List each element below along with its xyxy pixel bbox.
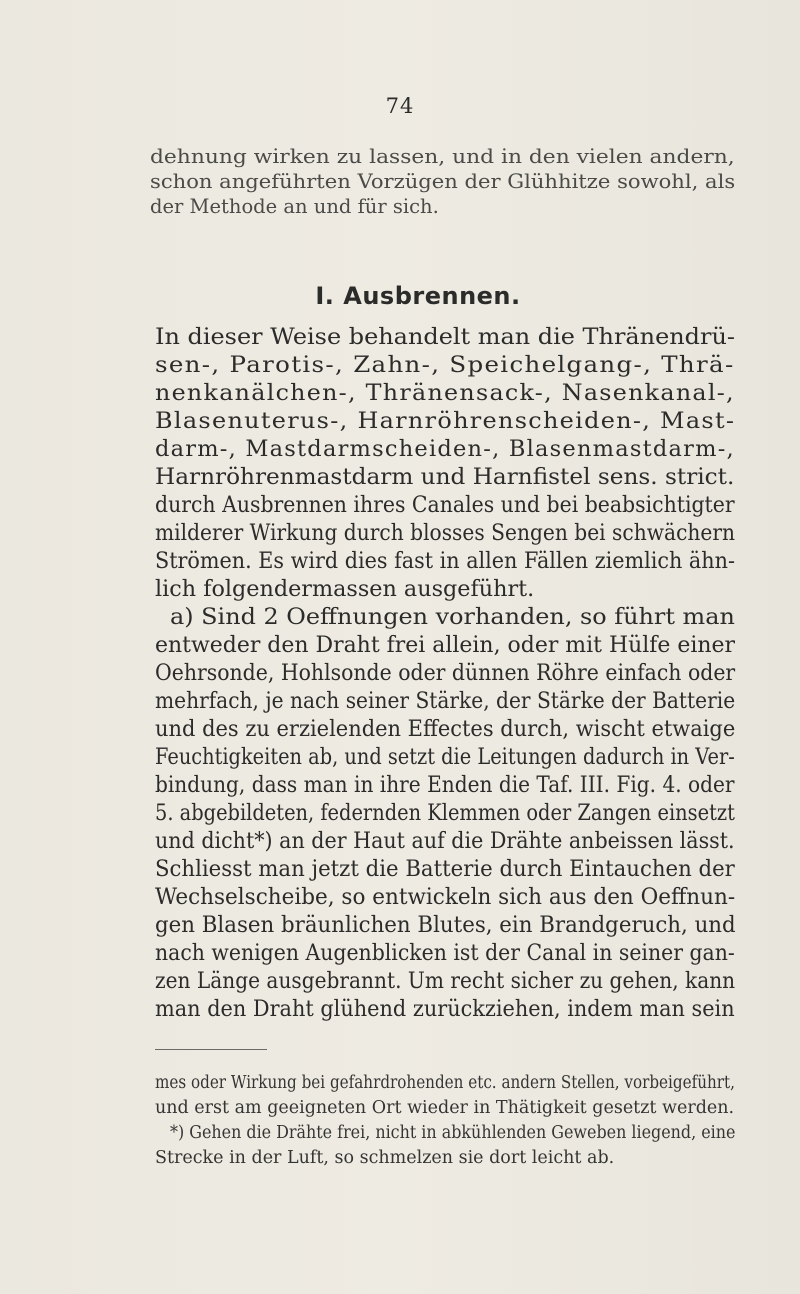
body-line: Harnröhrenmastdarm und Harnfistel sens. strict.	[155, 464, 735, 490]
body-line: In dieser Weise behandelt man die Thränendrü-	[155, 324, 735, 350]
body-line: milderer Wirkung durch blosses Sengen bei schwächern	[155, 520, 736, 546]
page-number: 74	[385, 94, 415, 118]
body-line: 5. abgebildeten, federnden Klemmen oder Zangen einsetzt	[155, 800, 735, 826]
body-line: mehrfach, je nach seiner Stärke, der Stärke der Batterie	[155, 688, 736, 714]
footnote-line: mes oder Wirkung bei gefahrdrohenden etc. andern Stellen, vorbeigeführt,	[155, 1073, 735, 1093]
footnote-line: *) Gehen die Drähte frei, nicht in abkühlenden Geweben liegend, eine	[170, 1123, 736, 1143]
footnote-line: Strecke in der Luft, so schmelzen sie dort leicht ab.	[155, 1148, 615, 1168]
body-line: durch Ausbrennen ihres Canales und bei beabsichtigter	[155, 492, 735, 518]
section-heading: I. Ausbrennen.	[315, 282, 521, 310]
intro-line: schon angeführten Vorzügen der Glühhitze sowohl, als	[150, 170, 736, 193]
body-line: a) Sind 2 Oeffnungen vorhanden, so führt man	[170, 604, 735, 630]
intro-line: dehnung wirken zu lassen, und in den vielen andern,	[150, 145, 735, 168]
body-line: Strömen. Es wird dies fast in allen Fällen ziemlich ähn-	[155, 548, 735, 574]
body-line: gen Blasen bräunlichen Blutes, ein Brandgeruch, und	[155, 912, 736, 938]
body-line: man den Draht glühend zurückziehen, indem man sein	[155, 996, 735, 1022]
body-line: und dicht*) an der Haut auf die Drähte anbeissen lässt.	[155, 828, 735, 854]
footnote-divider	[155, 1049, 267, 1050]
body-line: nach wenigen Augenblicken ist der Canal in seiner gan-	[155, 940, 735, 966]
body-line: Schliesst man jetzt die Batterie durch Eintauchen der	[155, 856, 735, 882]
body-line: entweder den Draht frei allein, oder mit Hülfe einer	[155, 632, 736, 658]
body-line: nenkanälchen-, Thränensack-, Nasenkanal-,	[155, 380, 735, 406]
body-line: sen-, Parotis-, Zahn-, Speichelgang-, Thrä-	[155, 352, 735, 378]
body-line: und des zu erzielenden Effectes durch, wischt etwaige	[155, 716, 736, 742]
body-line: Wechselscheibe, so entwickeln sich aus den Oeffnun-	[155, 884, 736, 910]
footnote-line: und erst am geeigneten Ort wieder in Thätigkeit gesetzt werden.	[155, 1098, 735, 1118]
intro-line: der Methode an und für sich.	[150, 195, 439, 218]
body-line: Blasenuterus-, Harnröhrenscheiden-, Mast-	[155, 408, 736, 434]
body-line: zen Länge ausgebrannt. Um recht sicher zu gehen, kann	[155, 968, 736, 994]
body-line: lich folgendermassen ausgeführt.	[155, 576, 535, 602]
body-line: darm-, Mastdarmscheiden-, Blasenmastdarm-,	[155, 436, 735, 462]
body-line: Feuchtigkeiten ab, und setzt die Leitungen dadurch in Ver-	[155, 744, 735, 770]
body-line: bindung, dass man in ihre Enden die Taf. III. Fig. 4. oder	[155, 772, 735, 798]
body-line: Oehrsonde, Hohlsonde oder dünnen Röhre einfach oder	[155, 660, 736, 686]
